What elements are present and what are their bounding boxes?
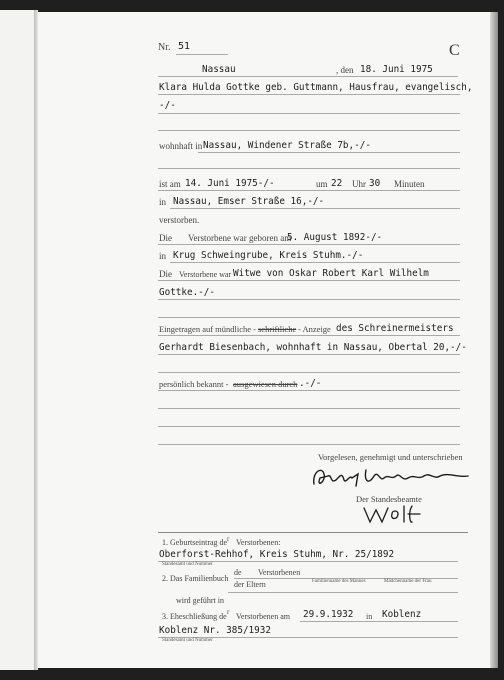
rule-6 bbox=[158, 168, 460, 169]
rule-12 bbox=[158, 299, 460, 300]
note3-small: Standesamt und Nummer bbox=[162, 638, 213, 643]
birth-date: 5. August 1892-/- bbox=[287, 232, 383, 243]
left-page bbox=[0, 10, 35, 670]
death-minute: 30 bbox=[369, 178, 381, 189]
note2-verstorbenen: Verstorbenen bbox=[258, 568, 301, 577]
rule-11 bbox=[158, 280, 460, 281]
rule-9 bbox=[158, 244, 460, 245]
um-label: um bbox=[316, 179, 328, 189]
informant-signature bbox=[308, 462, 478, 492]
death-place: Nassau, Emser Straße 16,-/- bbox=[173, 196, 325, 207]
death-date: 14. Juni 1975-/- bbox=[185, 178, 275, 189]
report-value-line2: Gerhardt Biesenbach, wohnhaft in Nassau, Obertal 20,-/- bbox=[159, 342, 467, 353]
death-register-page bbox=[38, 12, 490, 668]
note1-value: Oberforst-Rehhof, Kreis Stuhm, Nr. 25/1892 bbox=[159, 549, 395, 560]
rule-7 bbox=[158, 190, 460, 191]
marital-die-label: Die bbox=[159, 269, 172, 279]
death-in-label: in bbox=[159, 197, 167, 207]
deceased-name-line2: -/- bbox=[159, 100, 176, 111]
notes-divider bbox=[158, 532, 468, 533]
rule-15 bbox=[158, 354, 460, 355]
note2-small-b: Mädchenname der Frau bbox=[384, 579, 432, 584]
series-letter: C bbox=[449, 42, 460, 59]
rule-16 bbox=[158, 372, 460, 373]
report-value-line1: des Schreinermeisters bbox=[336, 323, 454, 334]
note1-small: Standesamt und Nummer bbox=[162, 562, 213, 567]
report-strike: schriftliche bbox=[258, 324, 297, 334]
note3-in: in bbox=[366, 612, 373, 621]
rule-8 bbox=[170, 208, 460, 209]
nr-value: 51 bbox=[178, 41, 191, 52]
ist-am-label: ist am bbox=[159, 179, 181, 189]
nr-rule bbox=[176, 54, 228, 55]
rule-19 bbox=[158, 426, 460, 427]
rule-3 bbox=[158, 113, 460, 114]
uhr-label: Uhr bbox=[352, 179, 366, 189]
note3-value: Koblenz Nr. 385/1932 bbox=[159, 625, 271, 636]
birth-place: Krug Schweingrube, Kreis Stuhm.-/- bbox=[173, 250, 364, 261]
rule-n3 bbox=[300, 621, 458, 622]
den-label: , den bbox=[336, 65, 354, 75]
marital-value-line1: Witwe von Oskar Robert Karl Wilhelm bbox=[233, 268, 429, 279]
page-edge bbox=[490, 12, 498, 668]
rule-18 bbox=[158, 408, 460, 409]
standesbeamte-label: Der Standesbeamte bbox=[356, 494, 422, 504]
note3-label2: Verstorbenen am bbox=[236, 612, 290, 621]
rule-20 bbox=[158, 444, 460, 445]
note3-place: Koblenz bbox=[382, 609, 422, 620]
note3-sup: r bbox=[227, 608, 230, 616]
note1-label2: Verstorbenen: bbox=[236, 538, 281, 547]
note2-eltern: der Eltern bbox=[234, 580, 266, 589]
place: Nassau bbox=[202, 64, 236, 75]
minuten-label: Minuten bbox=[394, 179, 425, 189]
identity-value: .-/- bbox=[299, 378, 322, 389]
note2-gefuehrt: wird geführt in bbox=[176, 596, 224, 605]
vorgelesen-text: Vorgelesen, genehmigt und unterschrieben bbox=[318, 452, 463, 462]
report-label2: - Anzeige bbox=[298, 324, 331, 334]
birth-label: Verstorbene war geboren am bbox=[188, 233, 292, 243]
rule-10 bbox=[170, 262, 460, 263]
rule-14 bbox=[158, 335, 460, 336]
record-date: 18. Juni 1975 bbox=[360, 64, 433, 75]
death-hour: 22 bbox=[331, 178, 343, 189]
nr-label: Nr. bbox=[158, 42, 171, 53]
deceased-name-line1: Klara Hulda Gottke geb. Guttmann, Hausfrau, evangelisch, bbox=[159, 82, 473, 93]
residence-label: wohnhaft in bbox=[159, 141, 203, 151]
rule-17 bbox=[158, 390, 460, 391]
rule-4 bbox=[158, 130, 460, 131]
rule-2 bbox=[158, 94, 460, 95]
residence-value: Nassau, Windener Straße 7b,-/- bbox=[203, 140, 371, 151]
marital-value-line2: Gottke.-/- bbox=[159, 287, 215, 298]
note3-date: 29.9.1932 bbox=[303, 609, 354, 620]
birth-in-label: in bbox=[159, 251, 167, 261]
note3-label: 3. Eheschließung de bbox=[162, 612, 227, 621]
birth-die-label: Die bbox=[159, 233, 172, 243]
note2-label: 2. Das Familienbuch bbox=[162, 574, 229, 583]
note1-label: 1. Geburtseintrag de bbox=[162, 538, 228, 547]
official-signature bbox=[360, 502, 430, 526]
note1-sup: r bbox=[227, 535, 230, 543]
rule-1 bbox=[158, 76, 458, 77]
verstorben-label: verstorben. bbox=[159, 215, 200, 225]
note2-de: de bbox=[234, 568, 242, 577]
identity-label: persönlich bekannt - bbox=[159, 379, 229, 389]
report-label: Eingetragen auf mündliche - bbox=[159, 324, 257, 334]
rule-5 bbox=[198, 152, 460, 153]
rule-13 bbox=[158, 317, 460, 318]
note2-small-a: Familienname des Mannes bbox=[312, 579, 366, 584]
marital-label: Verstorbene war bbox=[179, 270, 232, 279]
identity-strike: ausgewiesen durch bbox=[233, 379, 298, 389]
rule-n2b bbox=[228, 592, 458, 593]
